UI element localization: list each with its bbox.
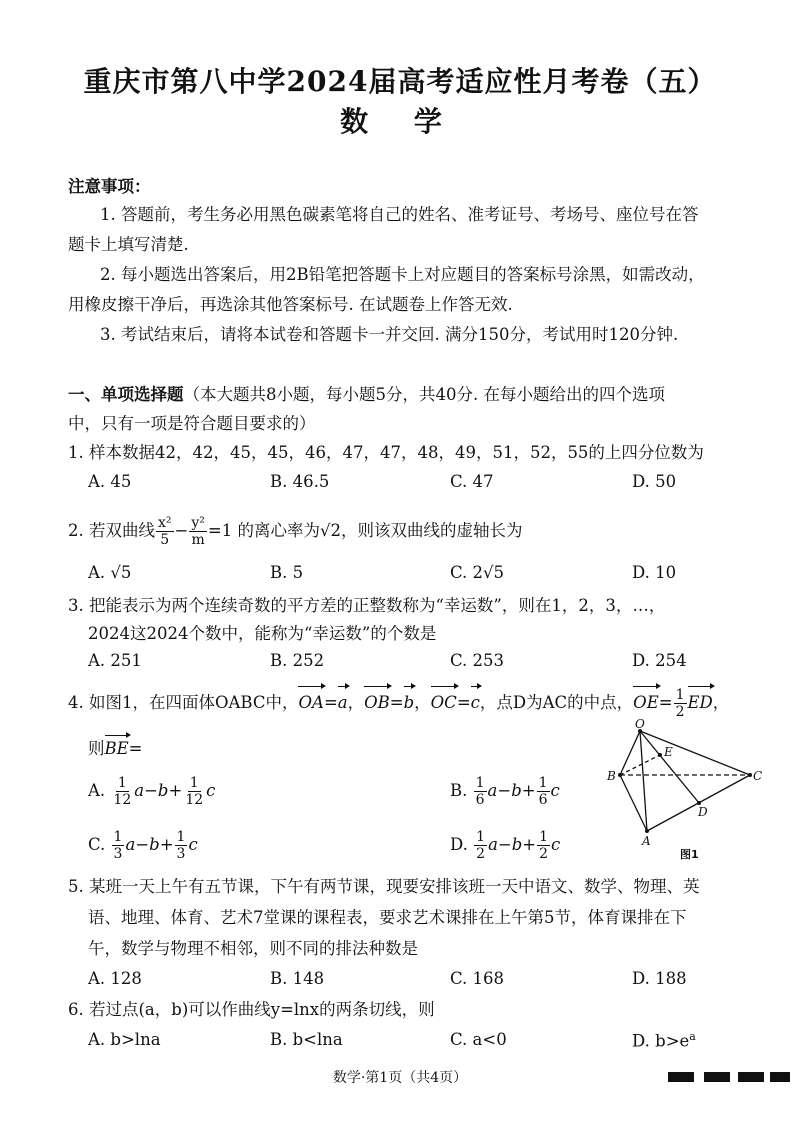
notice-line: 3. 考试结束后，请将本试卷和答题卡一并交回. 满分150分，考试用时120分钟. bbox=[100, 325, 679, 344]
label-o: O bbox=[635, 718, 645, 731]
vector-oe: OE bbox=[633, 685, 659, 721]
option-fraction bbox=[175, 829, 188, 862]
figure-caption: 图1 bbox=[680, 848, 699, 861]
frac-denominator: m bbox=[191, 532, 205, 548]
subject-title: 数 学 bbox=[340, 105, 460, 138]
option-vector-c: c bbox=[188, 835, 198, 854]
frac-numerator: 1 bbox=[176, 829, 186, 845]
q6-option-a: A. b>lna bbox=[88, 1030, 161, 1049]
vector-ob: OB bbox=[364, 685, 390, 721]
question-3-line-2: 2024这2024个数中，能称为“幸运数”的个数是 bbox=[88, 624, 437, 643]
q5-option-d: D. 188 bbox=[632, 969, 687, 988]
option-vector-c: c bbox=[550, 781, 560, 800]
question-2-stem bbox=[68, 513, 522, 549]
q4-half-fraction bbox=[674, 687, 687, 720]
option-label: D. bbox=[450, 835, 468, 854]
marker-block bbox=[770, 1072, 790, 1082]
option-fraction bbox=[537, 775, 550, 808]
frac-numerator: 1 bbox=[189, 775, 199, 791]
frac-numerator: 1 bbox=[476, 829, 486, 845]
option-label: B. bbox=[450, 781, 468, 800]
frac-numerator: 1 bbox=[539, 829, 549, 845]
q6-option-b: B. b<lna bbox=[270, 1030, 343, 1049]
frac-denominator: 5 bbox=[160, 532, 170, 548]
label-a: A bbox=[642, 834, 651, 848]
q2-text: 2. 若双曲线 bbox=[68, 521, 155, 540]
q1-option-a: A. 45 bbox=[88, 472, 132, 491]
question-4-line-1 bbox=[68, 685, 729, 721]
q2-option-a: A. √5 bbox=[88, 563, 132, 582]
marker-block bbox=[738, 1072, 764, 1082]
option-vector-c: c bbox=[551, 835, 561, 854]
notice-line: 2. 每小题选出答案后，用2B铅笔把答题卡上对应题目的答案标号涂黑，如需改动， bbox=[100, 265, 705, 284]
option-fraction bbox=[474, 775, 487, 808]
page-title: 重庆市第八中学2024届高考适应性月考卷（五） bbox=[83, 65, 717, 98]
option-fraction bbox=[111, 775, 133, 808]
option-fraction bbox=[537, 829, 550, 862]
frac-denominator: 2 bbox=[539, 846, 549, 862]
frac-denominator: 3 bbox=[176, 846, 186, 862]
q2-fraction-y bbox=[189, 515, 207, 548]
frac-denominator: 12 bbox=[113, 792, 132, 808]
q4-option-d bbox=[450, 829, 560, 862]
question-3-line-1: 3. 把能表示为两个连续奇数的平方差的正整数称为“幸运数”，则在1，2，3，…， bbox=[68, 596, 666, 615]
eq-sign: = bbox=[658, 693, 673, 712]
page-footer: 数学·第1页（共4页） bbox=[332, 1070, 468, 1086]
q3-option-d: D. 254 bbox=[632, 651, 687, 670]
figure-1-tetrahedron bbox=[600, 718, 790, 863]
q3-option-c: C. 253 bbox=[450, 651, 505, 670]
frac-numerator: y² bbox=[191, 515, 205, 531]
option-vectors: a−b+ bbox=[487, 781, 536, 800]
label-b: B bbox=[607, 769, 616, 783]
q4-text-mid: ，点D为AC的中点， bbox=[479, 693, 634, 712]
q3-option-a: A. 251 bbox=[88, 651, 142, 670]
vector-a: a bbox=[338, 685, 348, 721]
option-vectors: a−b+ bbox=[134, 781, 183, 800]
eq-sign: = bbox=[389, 693, 404, 712]
eq-sign: = bbox=[456, 693, 471, 712]
q2-text-end: =1 的离心率为√2，则该双曲线的虚轴长为 bbox=[207, 521, 523, 540]
frac-numerator: 1 bbox=[117, 775, 127, 791]
question-5-line-1: 5. 某班一天上午有五节课，下午有两节课，现要安排该班一天中语文、数学、物理、英 bbox=[68, 877, 700, 896]
vector-be: BE bbox=[105, 734, 129, 764]
frac-denominator: 2 bbox=[476, 846, 486, 862]
frac-denominator: 12 bbox=[185, 792, 204, 808]
q6-option-d bbox=[632, 1030, 696, 1051]
question-6-stem: 6. 若过点(a，b)可以作曲线y=lnx的两条切线，则 bbox=[68, 1000, 435, 1019]
option-vectors: a−b+ bbox=[488, 835, 537, 854]
label-c: C bbox=[753, 769, 763, 783]
section-heading: 一、单项选择题 bbox=[68, 385, 184, 404]
option-label: A. bbox=[88, 781, 106, 800]
option-fraction bbox=[112, 829, 125, 862]
option-vectors: a−b+ bbox=[125, 835, 174, 854]
notice-line: 用橡皮擦干净后，再选涂其他答案标号. 在试题卷上作答无效. bbox=[68, 295, 513, 314]
question-5-line-3: 午，数学与物理不相邻，则不同的排法种数是 bbox=[88, 939, 418, 958]
vector-oc: OC bbox=[431, 685, 457, 721]
frac-denominator: 3 bbox=[113, 846, 123, 862]
q4-text: 4. 如图1，在四面体OABC中， bbox=[68, 693, 299, 712]
q2-fraction-x bbox=[156, 515, 174, 548]
eq-sign: = bbox=[323, 693, 338, 712]
option-fraction bbox=[183, 775, 205, 808]
option-vector-c: c bbox=[206, 781, 216, 800]
separator: ， bbox=[414, 693, 431, 712]
vector-ed: ED bbox=[688, 685, 713, 721]
question-4-line-2 bbox=[88, 734, 143, 764]
frac-denominator: 6 bbox=[538, 792, 548, 808]
q5-option-a: A. 128 bbox=[88, 969, 142, 988]
q5-option-c: C. 168 bbox=[450, 969, 505, 988]
q4-option-a bbox=[88, 775, 215, 808]
marker-block bbox=[704, 1072, 730, 1082]
frac-numerator: 1 bbox=[113, 829, 123, 845]
frac-numerator: 1 bbox=[675, 687, 685, 703]
frac-numerator: x² bbox=[158, 515, 172, 531]
option-fraction bbox=[474, 829, 487, 862]
q1-option-b: B. 46.5 bbox=[270, 472, 330, 491]
label-d: D bbox=[698, 805, 708, 819]
separator: ， bbox=[712, 693, 730, 712]
frac-numerator: 1 bbox=[538, 775, 548, 791]
q1-option-c: C. 47 bbox=[450, 472, 494, 491]
vector-b: b bbox=[404, 685, 415, 721]
frac-denominator: 6 bbox=[475, 792, 485, 808]
q5-option-b: B. 148 bbox=[270, 969, 325, 988]
vector-c: c bbox=[471, 685, 480, 721]
q3-option-b: B. 252 bbox=[270, 651, 325, 670]
notice-line: 1. 答题前，考生务必用黑色碳素笔将自己的姓名、准考证号、考场号、座位号在答 bbox=[100, 205, 699, 224]
separator: ， bbox=[347, 693, 365, 712]
section-heading-line bbox=[68, 380, 665, 410]
q4-then: 则 bbox=[88, 739, 105, 758]
frac-denominator: 2 bbox=[675, 704, 685, 720]
question-5-line-2: 语、地理、体育、艺术7堂课的课程表，要求艺术课排在上午第5节，体育课排在下 bbox=[88, 908, 687, 927]
q2-option-b: B. 5 bbox=[270, 563, 304, 582]
eq-sign: = bbox=[128, 739, 143, 758]
q4-option-b bbox=[450, 775, 560, 808]
q6-option-d-text: D. b>e bbox=[632, 1031, 690, 1051]
q2-minus: − bbox=[174, 521, 189, 540]
label-e: E bbox=[664, 745, 673, 759]
q6-option-d-sup: a bbox=[689, 1030, 696, 1043]
q4-option-c bbox=[88, 829, 198, 862]
frac-numerator: 1 bbox=[475, 775, 485, 791]
q6-option-c: C. a<0 bbox=[450, 1030, 507, 1049]
q2-option-d: D. 10 bbox=[632, 563, 677, 582]
marker-block bbox=[668, 1072, 694, 1082]
vector-oa: OA bbox=[298, 685, 323, 721]
notice-heading: 注意事项： bbox=[68, 177, 151, 196]
notice-line: 题卡上填写清楚. bbox=[68, 235, 189, 254]
q1-option-d: D. 50 bbox=[632, 472, 677, 491]
section-desc-2: 中，只有一项是符合题目要求的） bbox=[68, 414, 316, 433]
option-label: C. bbox=[88, 835, 106, 854]
section-desc: （本大题共8小题，每小题5分，共40分. 在每小题给出的四个选项 bbox=[183, 385, 665, 404]
q2-option-c: C. 2√5 bbox=[450, 563, 505, 582]
question-1-stem: 1. 样本数据42，42，45，45，46，47，47，48，49，51，52，55的上四分位数为 bbox=[68, 443, 704, 462]
